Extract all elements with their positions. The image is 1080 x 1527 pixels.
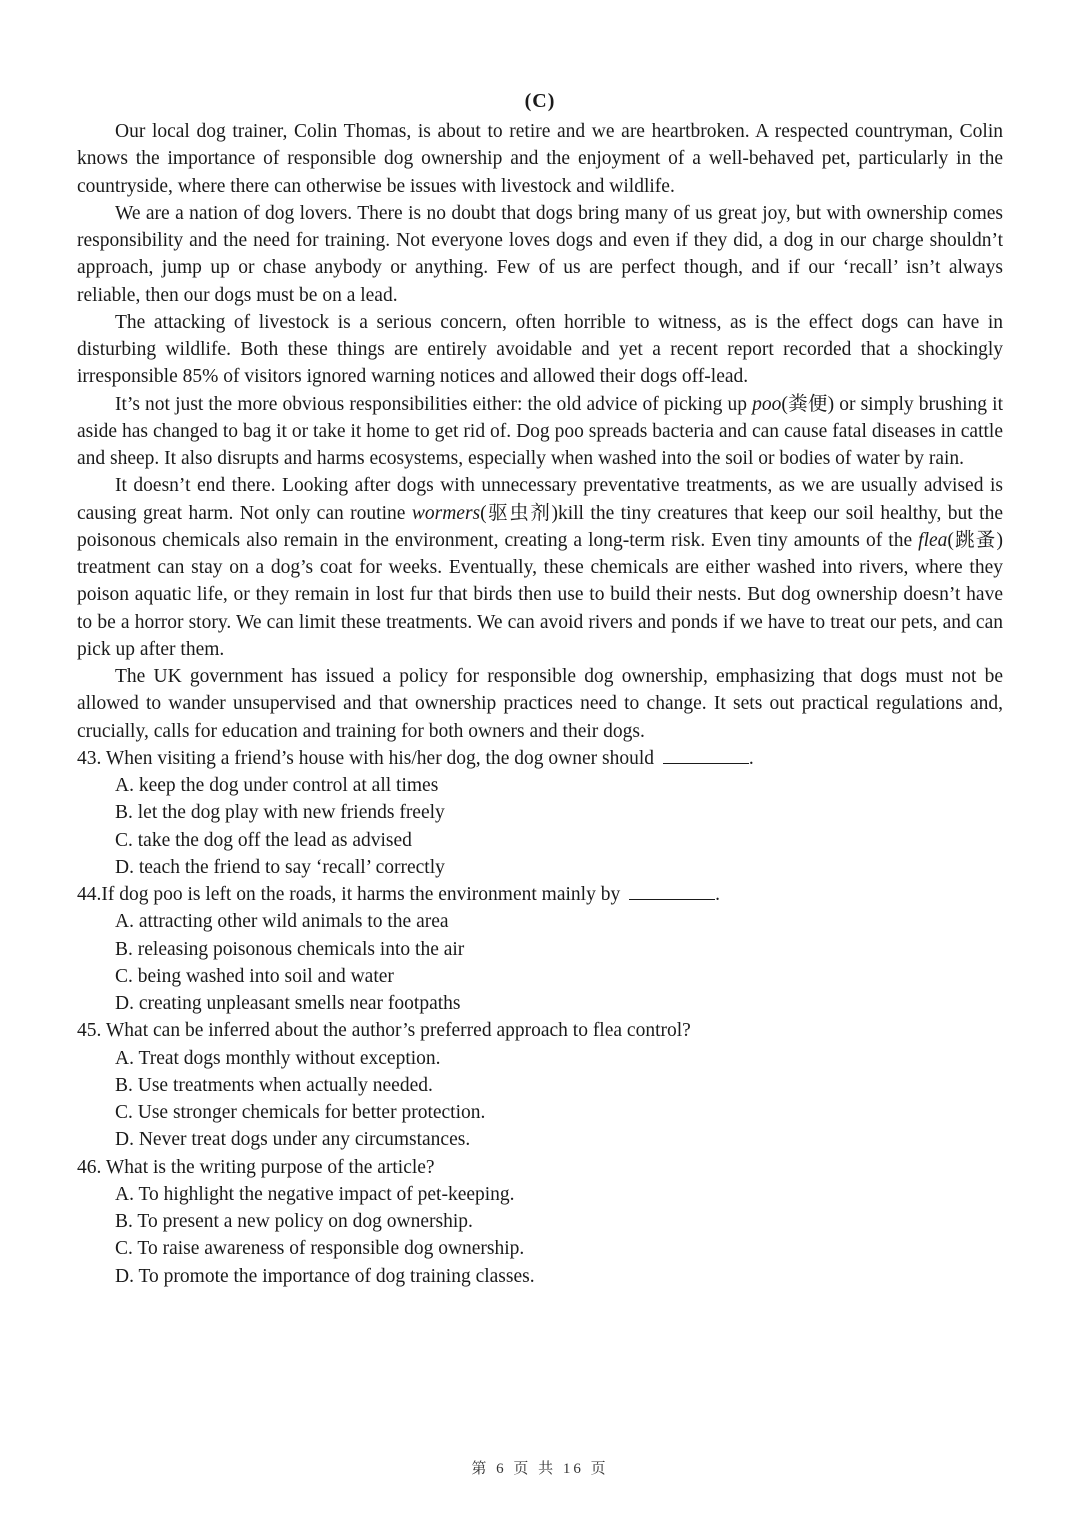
question-text: When visiting a friend’s house with his/her dog, the dog owner should bbox=[105, 747, 654, 769]
option-b: B. releasing poisonous chemicals into the air bbox=[115, 938, 465, 960]
question-46 bbox=[77, 1154, 1003, 1290]
question-43 bbox=[77, 745, 1003, 881]
para5-gloss-2: (跳蚤) bbox=[947, 529, 1003, 551]
para5-text-1: It doesn’t end there. Looking after dogs with unnecessary preventative treatments, as we are usually advised is causing great harm. Not only can routine bbox=[77, 475, 1003, 524]
option-b: B. Use treatments when actually needed. bbox=[115, 1074, 433, 1096]
exam-page bbox=[77, 84, 1003, 1290]
question-end: . bbox=[715, 884, 720, 905]
option-c: C. To raise awareness of responsible dog ownership. bbox=[115, 1238, 525, 1260]
section-title: (C) bbox=[524, 90, 556, 112]
para5-text-3: treatment can stay on a dog’s coat for weeks. Eventually, these chemicals are either washed into rivers, where they poison aquatic life, or they remain in lost fur that birds then use to build their nests. But dog ownership doesn’t have to be a horror story. We can limit these treatments. We can avoid rivers and ponds if we have to treat our pets, and can pick up after them. bbox=[77, 557, 1003, 660]
question-end: . bbox=[748, 747, 754, 769]
para4-term-poo: poo bbox=[752, 393, 782, 415]
passage-paragraph-2: We are a nation of dog lovers. There is no doubt that dogs bring many of us great joy, but with ownership comes responsibility and the need for training. Not everyone loves dogs and even if they did, a dog in our charge shouldn’t approach, jump up or chase anybody or anything. Few of us are perfect though, and if our ‘recall’ isn’t always reliable, then our dogs must be on a lead. bbox=[77, 202, 1003, 306]
option-a: A. Treat dogs monthly without exception. bbox=[115, 1047, 441, 1069]
option-d: D. teach the friend to say ‘recall’ correctly bbox=[115, 856, 445, 878]
option-a: A. To highlight the negative impact of pet-keeping. bbox=[115, 1183, 515, 1205]
option-c: C. being washed into soil and water bbox=[115, 965, 394, 987]
option-c: C. take the dog off the lead as advised bbox=[115, 829, 412, 851]
question-text: If dog poo is left on the roads, it harms the environment mainly by bbox=[101, 884, 621, 905]
passage-paragraph-4 bbox=[77, 391, 1003, 473]
question-list bbox=[77, 745, 1003, 1290]
option-a: A. keep the dog under control at all times bbox=[115, 775, 439, 796]
para4-text-before: It’s not just the more obvious responsibilities either: the old advice of picking up bbox=[115, 393, 753, 415]
option-d: D. To promote the importance of dog training classes. bbox=[115, 1265, 535, 1287]
question-stem bbox=[77, 881, 1003, 908]
option-c: C. Use stronger chemicals for better protection. bbox=[115, 1102, 486, 1123]
option-d: D. Never treat dogs under any circumstances. bbox=[115, 1129, 471, 1151]
page-footer: 第 6 页 共 16 页 bbox=[471, 1461, 609, 1477]
answer-blank bbox=[663, 745, 749, 764]
para5-text-2: kill the tiny creatures that keep our soil healthy, but the poisonous chemicals also remain in the environment, creating a long-term risk. Even tiny amounts of the bbox=[77, 502, 1003, 551]
question-number: 44. bbox=[77, 884, 102, 905]
question-45 bbox=[77, 1017, 1003, 1153]
passage-paragraph-1: Our local dog trainer, Colin Thomas, is about to retire and we are heartbroken. A respected countryman, Colin knows the importance of responsible dog ownership and the enjoyment of a well-behaved pet, particularly in the countryside, where there can otherwise be issues with livestock and wildlife. bbox=[77, 121, 1003, 197]
para5-term-wormers: wormers bbox=[411, 502, 481, 524]
question-stem bbox=[77, 745, 1003, 772]
para4-text-after: or simply brushing it aside has changed to bag it or take it home to get rid of. Dog poo spreads bacteria and can cause fatal diseases in cattle and sheep. It also disrupts and harms ecosystems, especially when washed into the soil or bodies of water by rain. bbox=[77, 393, 1003, 469]
passage-paragraph-5 bbox=[77, 472, 1003, 663]
question-number: 45. bbox=[77, 1020, 102, 1042]
para4-gloss: (粪便) bbox=[781, 393, 835, 415]
passage-paragraph-3: The attacking of livestock is a serious concern, often horrible to witness, as is the effect dogs can have in disturbing wildlife. Both these things are entirely avoidable and yet a recent report recorded that a shockingly irresponsible 85% of visitors ignored warning notices and allowed their dogs off-lead. bbox=[77, 311, 1003, 388]
question-text: What is the writing purpose of the article? bbox=[105, 1156, 435, 1178]
question-number: 46. bbox=[77, 1156, 102, 1178]
question-stem bbox=[77, 1017, 1003, 1044]
option-b: B. let the dog play with new friends freely bbox=[115, 802, 445, 824]
question-44 bbox=[77, 881, 1003, 1017]
answer-blank bbox=[629, 881, 715, 900]
passage-paragraph-6: The UK government has issued a policy for responsible dog ownership, emphasizing that dogs must not be allowed to wander unsupervised and that ownership practices need to change. It sets out practical regulations and, crucially, calls for education and training for both owners and their dogs. bbox=[77, 666, 1003, 742]
option-d: D. creating unpleasant smells near footpaths bbox=[115, 993, 461, 1014]
option-b: B. To present a new policy on dog ownership. bbox=[115, 1211, 473, 1232]
question-stem bbox=[77, 1154, 1003, 1181]
para5-gloss-1: (驱虫剂) bbox=[480, 502, 558, 524]
para5-term-flea: flea bbox=[918, 529, 948, 551]
option-a: A. attracting other wild animals to the area bbox=[115, 911, 449, 933]
question-number: 43. bbox=[77, 747, 102, 769]
question-text: What can be inferred about the author’s preferred approach to flea control? bbox=[105, 1020, 691, 1042]
